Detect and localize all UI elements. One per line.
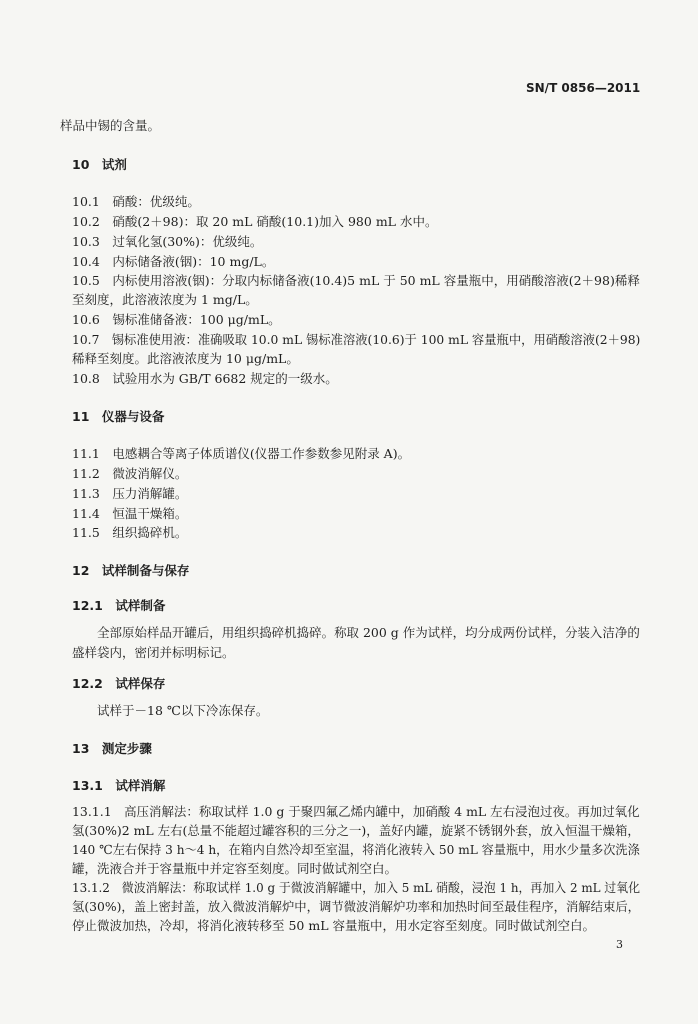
list-item: 11.5 组织捣碎机。 xyxy=(72,525,188,540)
list-item: 10.7 锡标准使用液：准确吸取 10.0 mL 锡标准溶液(10.6)于 100 mL 容量瓶中，用硝酸溶液(2＋98) xyxy=(72,332,641,347)
paragraph-line: 全部原始样品开罐后，用组织捣碎机捣碎。称取 200 g 作为试样，均分成两份试样，分装入洁净的 xyxy=(97,625,640,640)
paragraph-line: 罐，洗液合并于容量瓶中并定容至刻度。同时做试剂空白。 xyxy=(72,861,398,876)
list-item: 10.8 试验用水为 GB/T 6682 规定的一级水。 xyxy=(72,371,338,386)
text-line: 样品中锡的含量。 xyxy=(60,118,161,133)
list-item: 11.3 压力消解罐。 xyxy=(72,486,188,501)
list-item: 10.5 内标使用溶液(铟)：分取内标储备液(10.4)5 mL 于 50 mL 容量瓶中，用硝酸溶液(2＋98)稀释 xyxy=(72,273,640,288)
standard-number: SN/T 0856—2011 xyxy=(526,81,641,95)
list-item: 10.4 内标储备液(铟)：10 mg/L。 xyxy=(72,254,275,269)
section-heading: 10 试剂 xyxy=(72,157,127,172)
section-heading: 11 仪器与设备 xyxy=(72,409,165,424)
list-item: 10.6 锡标准储备液：100 μg/mL。 xyxy=(72,312,281,327)
list-item: 11.2 微波消解仪。 xyxy=(72,466,188,481)
list-item: 11.4 恒温干燥箱。 xyxy=(72,506,188,521)
paragraph-line: 氢(30%)2 mL 左右(总量不能超过罐容积的三分之一)，盖好内罐，旋紧不锈钢外套，放入恒温干燥箱， xyxy=(72,823,640,838)
paragraph-line: 13.1.2 微波消解法：称取试样 1.0 g 于微波消解罐中，加入 5 mL 硝酸，浸泡 1 h，再加入 2 mL 过氧化 xyxy=(72,880,641,895)
paragraph-line: 13.1.1 高压消解法：称取试样 1.0 g 于聚四氟乙烯内罐中，加硝酸 4 mL 左右浸泡过夜。再加过氧化 xyxy=(72,804,640,819)
subsection-heading: 13.1 试样消解 xyxy=(72,778,166,793)
paragraph-line: 盛样袋内，密闭并标明标记。 xyxy=(72,645,235,660)
section-heading: 13 测定步骤 xyxy=(72,741,152,756)
subsection-heading: 12.2 试样保存 xyxy=(72,676,166,691)
list-item: 10.2 硝酸(2＋98)：取 20 mL 硝酸(10.1)加入 980 mL 水中。 xyxy=(72,214,438,229)
list-item: 10.1 硝酸：优级纯。 xyxy=(72,194,200,209)
section-heading: 12 试样制备与保存 xyxy=(72,563,190,578)
paragraph-line: 氢(30%)，盖上密封盖，放入微波消解炉中，调节微波消解炉功率和加热时间至最佳程序，消解结束后， xyxy=(72,899,641,914)
list-item: 10.3 过氧化氢(30%)：优级纯。 xyxy=(72,234,263,249)
text-line: 稀释至刻度。此溶液浓度为 10 μg/mL。 xyxy=(72,351,299,366)
paragraph-line: 试样于－18 ℃以下冷冻保存。 xyxy=(97,703,269,718)
page-number: 3 xyxy=(616,938,623,951)
subsection-heading: 12.1 试样制备 xyxy=(72,598,166,613)
text-line: 至刻度，此溶液浓度为 1 mg/L。 xyxy=(72,292,258,307)
list-item: 11.1 电感耦合等离子体质谱仪(仪器工作参数参见附录 A)。 xyxy=(72,446,411,461)
paragraph-line: 140 ℃左右保持 3 h～4 h，在箱内自然冷却至室温，将消化液转入 50 mL 容量瓶中，用水少量多次洗涤 xyxy=(72,842,640,857)
paragraph-line: 停止微波加热，冷却，将消化液转移至 50 mL 容量瓶中，用水定容至刻度。同时做试剂空白。 xyxy=(72,918,595,933)
